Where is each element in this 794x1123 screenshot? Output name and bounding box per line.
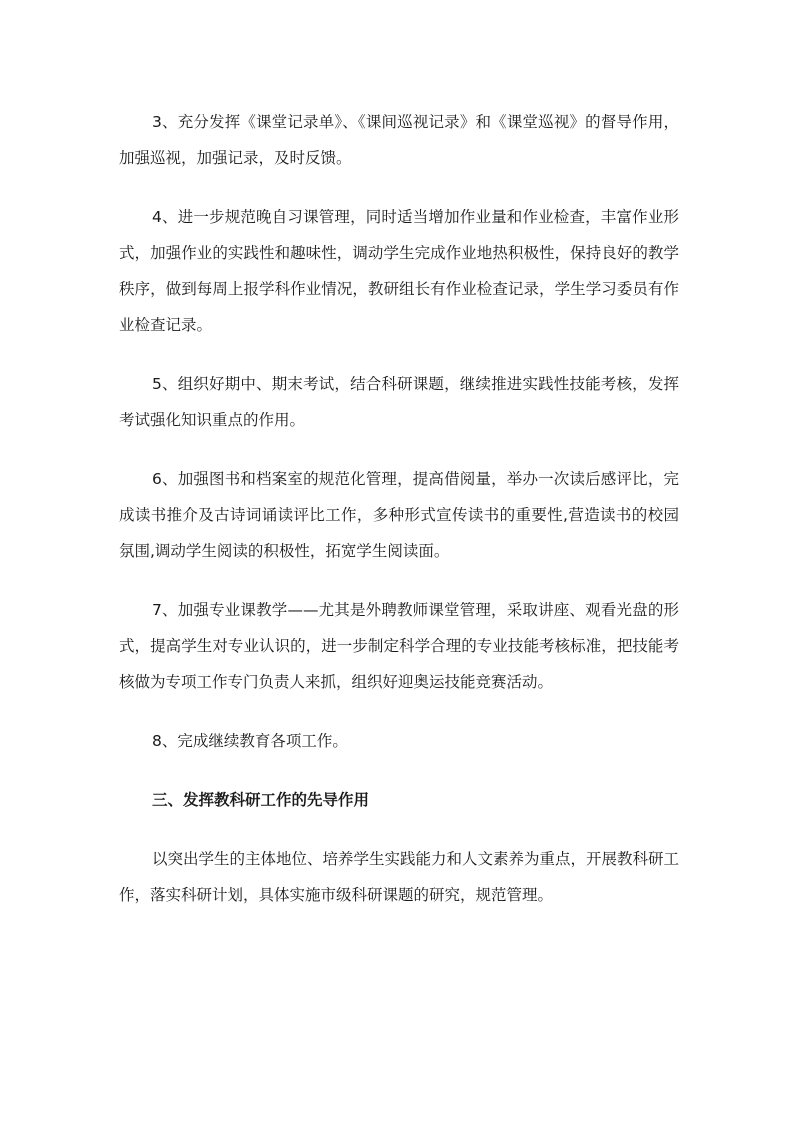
paragraph-item-6: 6、加强图书和档案室的规范化管理，提高借阅量，举办一次读后感评比，完成读书推介及古诗词诵读评比工作，多种形式宣传读书的重要性,营造读书的校园氛围,调动学生阅读的积极性，拓宽学生阅读面。 xyxy=(119,470,679,560)
document-body xyxy=(119,104,679,913)
paragraph-item-4: 4、进一步规范晚自习课管理，同时适当增加作业量和作业检查，丰富作业形式，加强作业的实践性和趣味性，调动学生完成作业地热积极性，保持良好的教学秩序，做到每周上报学科作业情况，教研组长有作业检查记录，学生学习委员有作业检查记录。 xyxy=(119,208,679,334)
paragraph-item-7: 7、加强专业课教学——尤其是外聘教师课堂管理，采取讲座、观看光盘的形式，提高学生对专业认识的，进一步制定科学合理的专业技能考核标准，把技能考核做为专项工作专门负责人来抓，组织好迎奥运技能竞赛活动。 xyxy=(119,601,679,691)
section-paragraph: 以突出学生的主体地位、培养学生实践能力和人文素养为重点，开展教科研工作，落实科研计划，具体实施市级科研课题的研究，规范管理。 xyxy=(119,850,680,904)
section-heading: 三、发挥教科研工作的先导作用 xyxy=(152,791,370,809)
paragraph-item-8: 8、完成继续教育各项工作。 xyxy=(152,732,348,750)
paragraph-item-3: 3、充分发挥《课堂记录单》、《课间巡视记录》和《课堂巡视》的督导作用，加强巡视，加强记录，及时反馈。 xyxy=(119,113,679,167)
paragraph-item-5: 5、组织好期中、期末考试，结合科研课题，继续推进实践性技能考核，发挥考试强化知识重点的作用。 xyxy=(119,375,679,429)
